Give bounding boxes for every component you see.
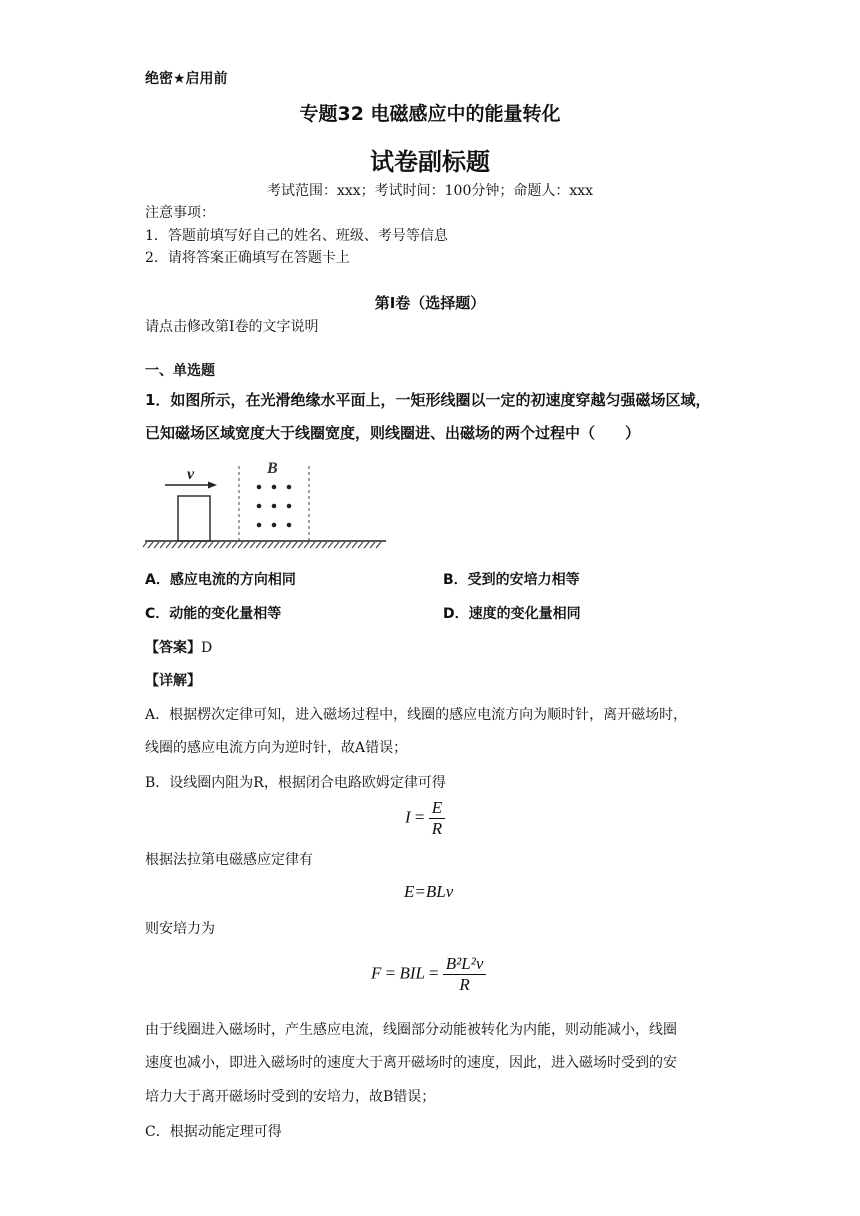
magnetic-field-figure [143,456,388,554]
formula-ampere-eq1: = [385,963,396,983]
option-d[interactable]: D．速度的变化量相同 [443,606,581,622]
ground-hatch-mark [268,542,273,548]
ground-hatch-mark [172,542,177,548]
notes-item-1: 1．答题前填写好自己的姓名、班级、考号等信息 [145,228,448,244]
field-dots [257,485,292,528]
ground-hatch-mark [286,542,291,548]
ground-hatch-mark [196,542,201,548]
ground-hatch-mark [376,542,381,548]
explanation-p1: 由于线圈进入磁场时，产生感应电流，线圈部分动能被转化为内能，则动能减小，线圈 [145,1022,677,1038]
exam-info: 考试范围：xxx；考试时间：100分钟；命题人：xxx [266,183,594,199]
formula-ohm [405,798,445,839]
formula-ohm-lhs: I [405,807,411,827]
velocity-label: v [187,466,195,483]
ground-hatch-mark [292,542,297,548]
ground-hatch-mark [328,542,333,548]
formula-ampere-eq2: = [428,963,439,983]
ground-hatch-mark [250,542,255,548]
question-category: 一、单选题 [145,363,215,379]
section-description: 请点击修改第I卷的文字说明 [145,319,319,335]
formula-ampere-mid: BIL [399,963,425,983]
ground-hatch-mark [226,542,231,548]
ground-hatch-mark [346,542,351,548]
explanation-p3: 培力大于离开磁场时受到的安培力，故B错误； [145,1089,436,1105]
ground-hatch-mark [244,542,249,548]
ground-hatch-mark [154,542,159,548]
formula-ampere-numerator: B²L²v [443,954,487,975]
notes-heading: 注意事项： [145,205,215,221]
formula-ampere-fraction [443,954,487,995]
ground-hatch-mark [166,542,171,548]
ground-hatch-mark [214,542,219,548]
question-stem-line1: 1．如图所示，在光滑绝缘水平面上，一矩形线圈以一定的初速度穿越匀强磁场区域， [145,391,711,409]
velocity-arrowhead [208,482,217,489]
ground-hatch-mark [340,542,345,548]
question-stem-line2: 已知磁场区域宽度大于线圈宽度，则线圈进、出磁场的两个过程中（ ） [145,424,641,442]
ground-hatch-mark [262,542,267,548]
section-title: 第I卷（选择题） [374,294,486,312]
ground-hatch-mark [334,542,339,548]
answer-value: D [201,640,213,656]
ground-hatch-mark [184,542,189,548]
formula-ohm-fraction [429,798,445,839]
formula-ohm-eq: = [414,807,425,827]
ground-hatch-mark [190,542,195,548]
answer-line [145,637,212,657]
formula-ampere-lhs: F [371,963,382,983]
ground-hatch-mark [274,542,279,548]
option-a[interactable]: A．感应电流的方向相同 [145,572,296,588]
ground-hatch-mark [358,542,363,548]
explanation-ampere: 则安培力为 [145,921,215,937]
ground-hatch-mark [178,542,183,548]
ground-hatch-mark [238,542,243,548]
ground-hatch-mark [298,542,303,548]
ground-hatch-mark [160,542,165,548]
ground-hatch-mark [148,542,153,548]
ground-hatch-mark [256,542,261,548]
explanation-a-line2: 线圈的感应电流方向为逆时针，故A错误； [145,740,408,756]
formula-ohm-denominator: R [431,819,443,838]
ground-hatch-mark [364,542,369,548]
answer-label: 【答案】 [145,640,201,656]
ground-hatch-mark [304,542,309,548]
option-b[interactable]: B．受到的安培力相等 [443,572,580,588]
field-label: B [267,460,278,477]
formula-ampere-denominator: R [459,975,470,994]
explanation-c-line: C．根据动能定理可得 [145,1124,282,1140]
ground-hatch-mark [370,542,375,548]
explanation-b-line1: B．设线圈内阻为R，根据闭合电路欧姆定律可得 [145,775,446,791]
option-c[interactable]: C．动能的变化量相等 [145,606,282,622]
formula-ohm-numerator: E [429,798,445,819]
formula-ampere [371,954,486,995]
explanation-faraday: 根据法拉第电磁感应定律有 [145,852,313,868]
ground-hatch-mark [232,542,237,548]
coil-rectangle [178,496,210,541]
ground-hatch-mark [220,542,225,548]
notes-item-2: 2．请将答案正确填写在答题卡上 [145,250,350,266]
paper-title: 专题32 电磁感应中的能量转化 [299,103,561,125]
paper-subtitle: 试卷副标题 [370,148,490,176]
ground-hatch-mark [322,542,327,548]
detail-label: 【详解】 [145,673,201,689]
ground-hatch-mark [352,542,357,548]
ground-hatch-mark [143,542,147,548]
secret-label: 绝密★启用前 [145,71,228,87]
ground-hatch-mark [208,542,213,548]
explanation-p2: 速度也减小，即进入磁场时的速度大于离开磁场时的速度，因此，进入磁场时受到的安 [145,1055,677,1071]
ground-hatch-mark [280,542,285,548]
formula-faraday: E=BLv [404,882,454,901]
ground-hatch-mark [310,542,315,548]
ground-hatch-mark [202,542,207,548]
explanation-a-line1: A．根据楞次定律可知，进入磁场过程中，线圈的感应电流方向为顺时针，离开磁场时， [145,707,688,723]
ground-hatch [143,542,381,548]
ground-hatch-mark [316,542,321,548]
